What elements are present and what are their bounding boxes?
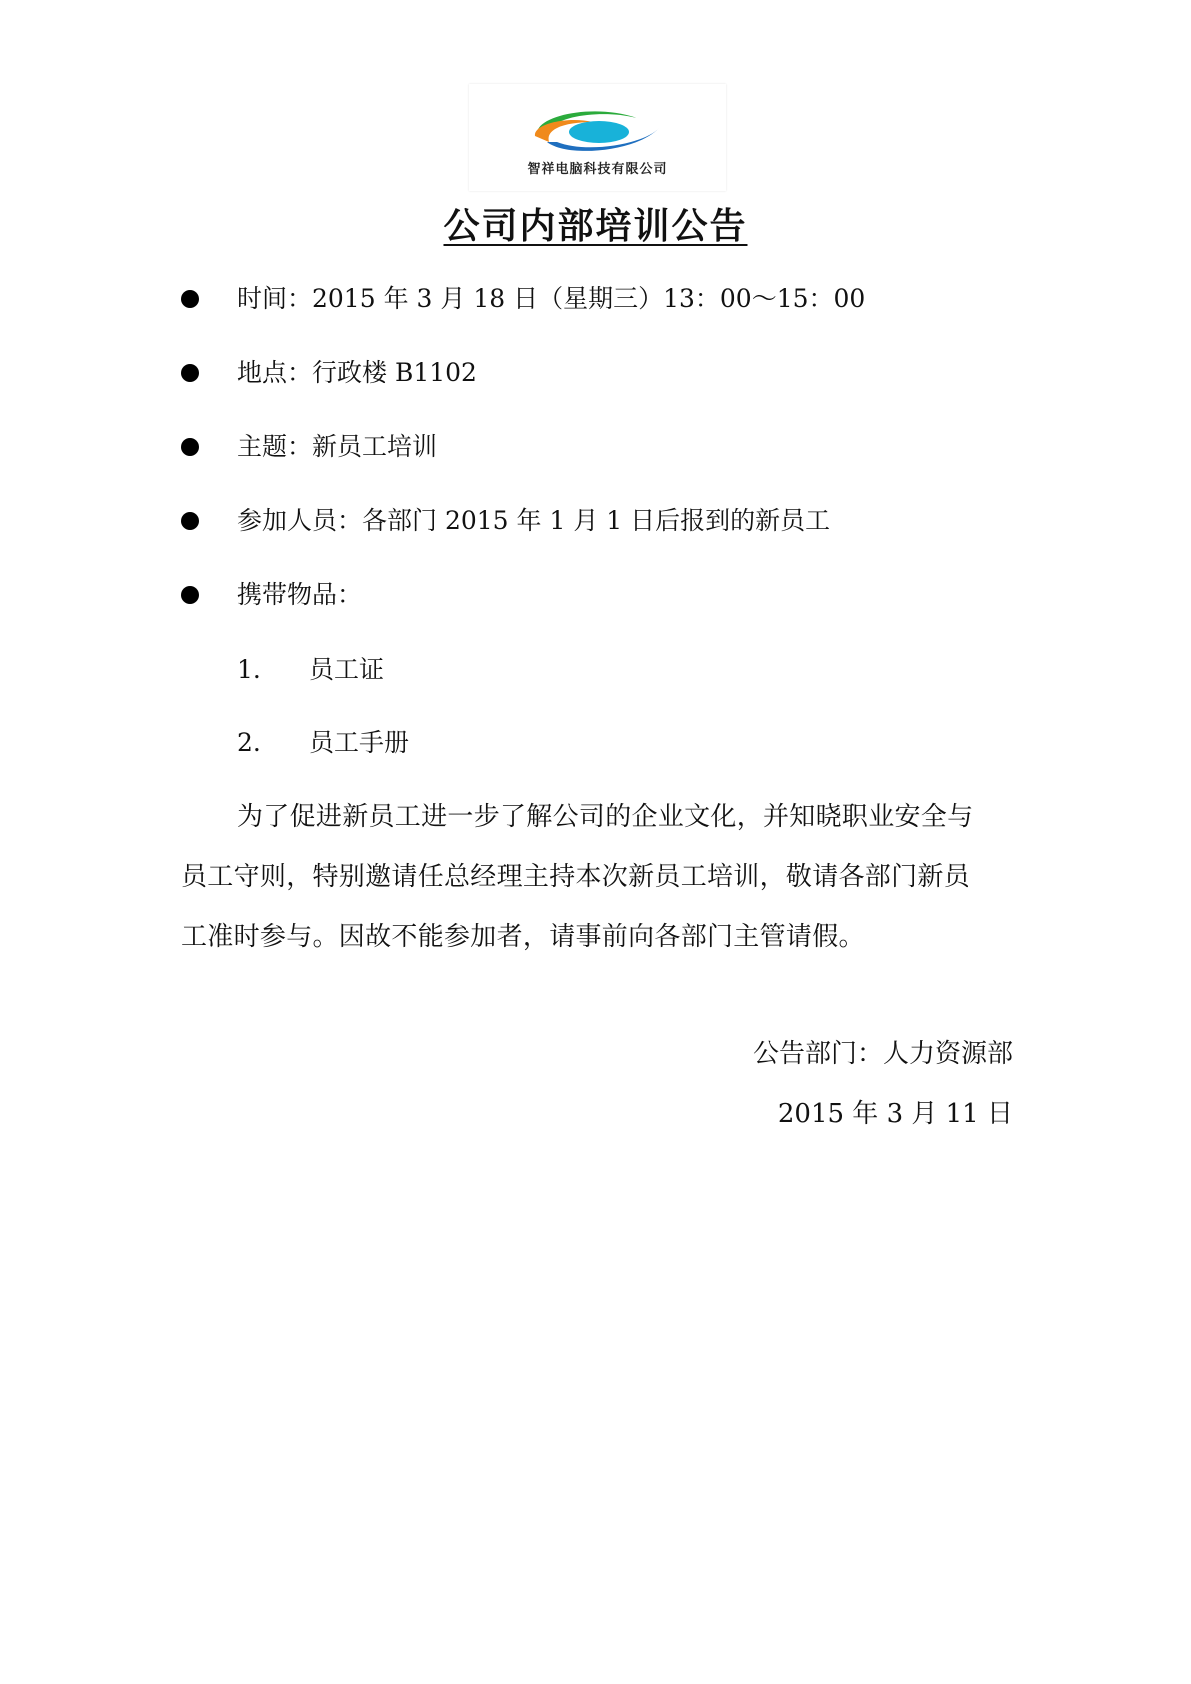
paragraph-line: 为了促进新员工进一步了解公司的企业文化，并知晓职业安全与 bbox=[237, 802, 974, 832]
logo-company-name: 智祥电脑科技有限公司 bbox=[527, 162, 668, 177]
bullet-icon bbox=[181, 512, 199, 530]
bullet-icon bbox=[181, 290, 199, 308]
paragraph-line: 员工守则，特别邀请任总经理主持本次新员工培训，敬请各部门新员 bbox=[181, 862, 971, 892]
bullet-icon bbox=[181, 364, 199, 382]
page-title: 公司内部培训公告 bbox=[443, 206, 748, 247]
company-logo bbox=[469, 84, 726, 191]
signature-department: 公告部门：人力资源部 bbox=[752, 1039, 1013, 1069]
logo-swoosh-icon bbox=[527, 102, 667, 158]
signature-date: 2015 年 3 月 11 日 bbox=[777, 1099, 1013, 1129]
bullet-icon bbox=[181, 586, 199, 604]
bullet-icon bbox=[181, 438, 199, 456]
paragraph-line: 工准时参与。因故不能参加者，请事前向各部门主管请假。 bbox=[181, 922, 865, 952]
